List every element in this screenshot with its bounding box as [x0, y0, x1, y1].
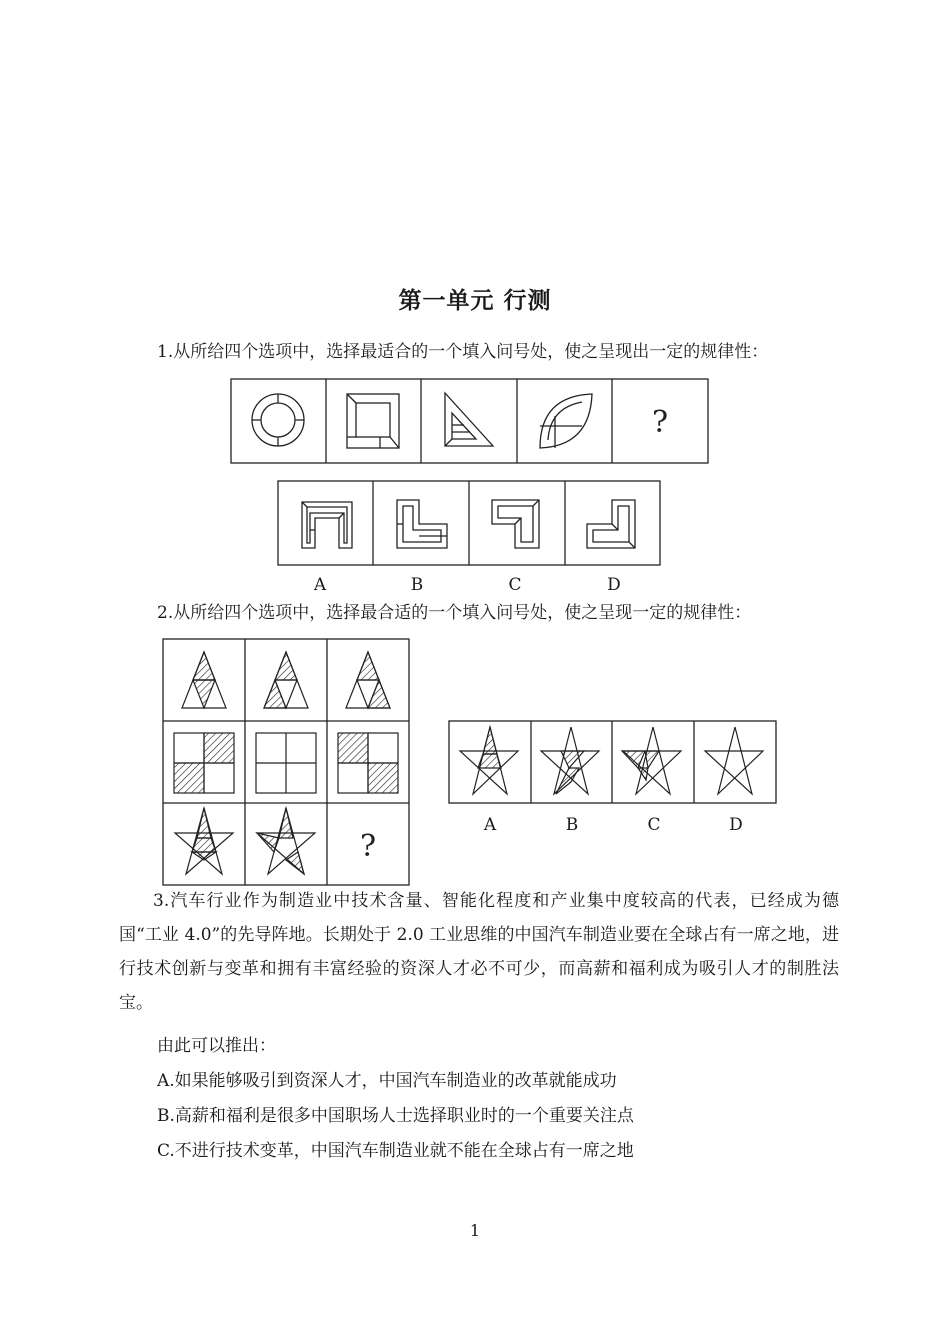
ring-figure: [252, 394, 304, 446]
question-1-text: 1.从所给四个选项中，选择最适合的一个填入问号处，使之呈现出一定的规律性：: [157, 342, 769, 362]
q2-option-d-label[interactable]: D: [729, 815, 743, 835]
page-number: 1: [469, 1221, 481, 1240]
question-2-option-stars[interactable]: [448, 720, 778, 804]
option-c-figure: [492, 500, 539, 548]
question-2-stem-grid: [162, 638, 410, 886]
question-2-text: 2.从所给四个选项中，选择最合适的一个填入问号处，使之呈现一定的规律性：: [157, 603, 752, 623]
triangle-figure: [445, 393, 493, 446]
option-d-figure: [587, 500, 635, 548]
q1-option-c-label[interactable]: C: [508, 575, 522, 595]
page-title: 第一单元 行测: [398, 288, 552, 314]
question-3-paragraph: [119, 884, 839, 1020]
q3-choice-b[interactable]: B.高薪和福利是很多中国职场人士选择职业时的一个重要关注点: [157, 1106, 634, 1126]
q2-option-c-label[interactable]: C: [647, 815, 661, 835]
q3-choice-a[interactable]: A.如果能够吸引到资深人才，中国汽车制造业的改革就能成功: [157, 1071, 617, 1091]
leaf-figure: [540, 394, 592, 448]
question-mark: ?: [651, 405, 669, 440]
q1-option-b-label[interactable]: B: [410, 575, 424, 595]
question-1-stem-figures: [230, 378, 710, 464]
q2-option-b-label[interactable]: B: [565, 815, 579, 835]
square-frame-figure: [347, 394, 399, 448]
question-1-option-figures[interactable]: [277, 480, 662, 566]
option-a-figure: [302, 502, 352, 548]
q2-option-a-label[interactable]: A: [483, 815, 497, 835]
q3-choice-c[interactable]: C.不进行技术变革，中国汽车制造业就不能在全球占有一席之地: [157, 1141, 634, 1161]
q1-option-a-label[interactable]: A: [313, 575, 327, 595]
question-mark: ?: [359, 829, 377, 864]
question-3-text: 3.汽车行业作为制造业中技术含量、智能化程度和产业集中度较高的代表，已经成为德国“工业 4.0”的先导阵地。长期处于 2.0 工业思维的中国汽车制造业要在全球占有一席之地，进行技术创新与变革和拥有丰富经验的资深人才必不可少，而高薪和福利成为吸引人才的制胜法宝。: [119, 891, 839, 1013]
option-b-figure: [397, 500, 447, 548]
q1-option-d-label[interactable]: D: [607, 575, 621, 595]
question-3-prompt: 由此可以推出：: [157, 1036, 276, 1056]
